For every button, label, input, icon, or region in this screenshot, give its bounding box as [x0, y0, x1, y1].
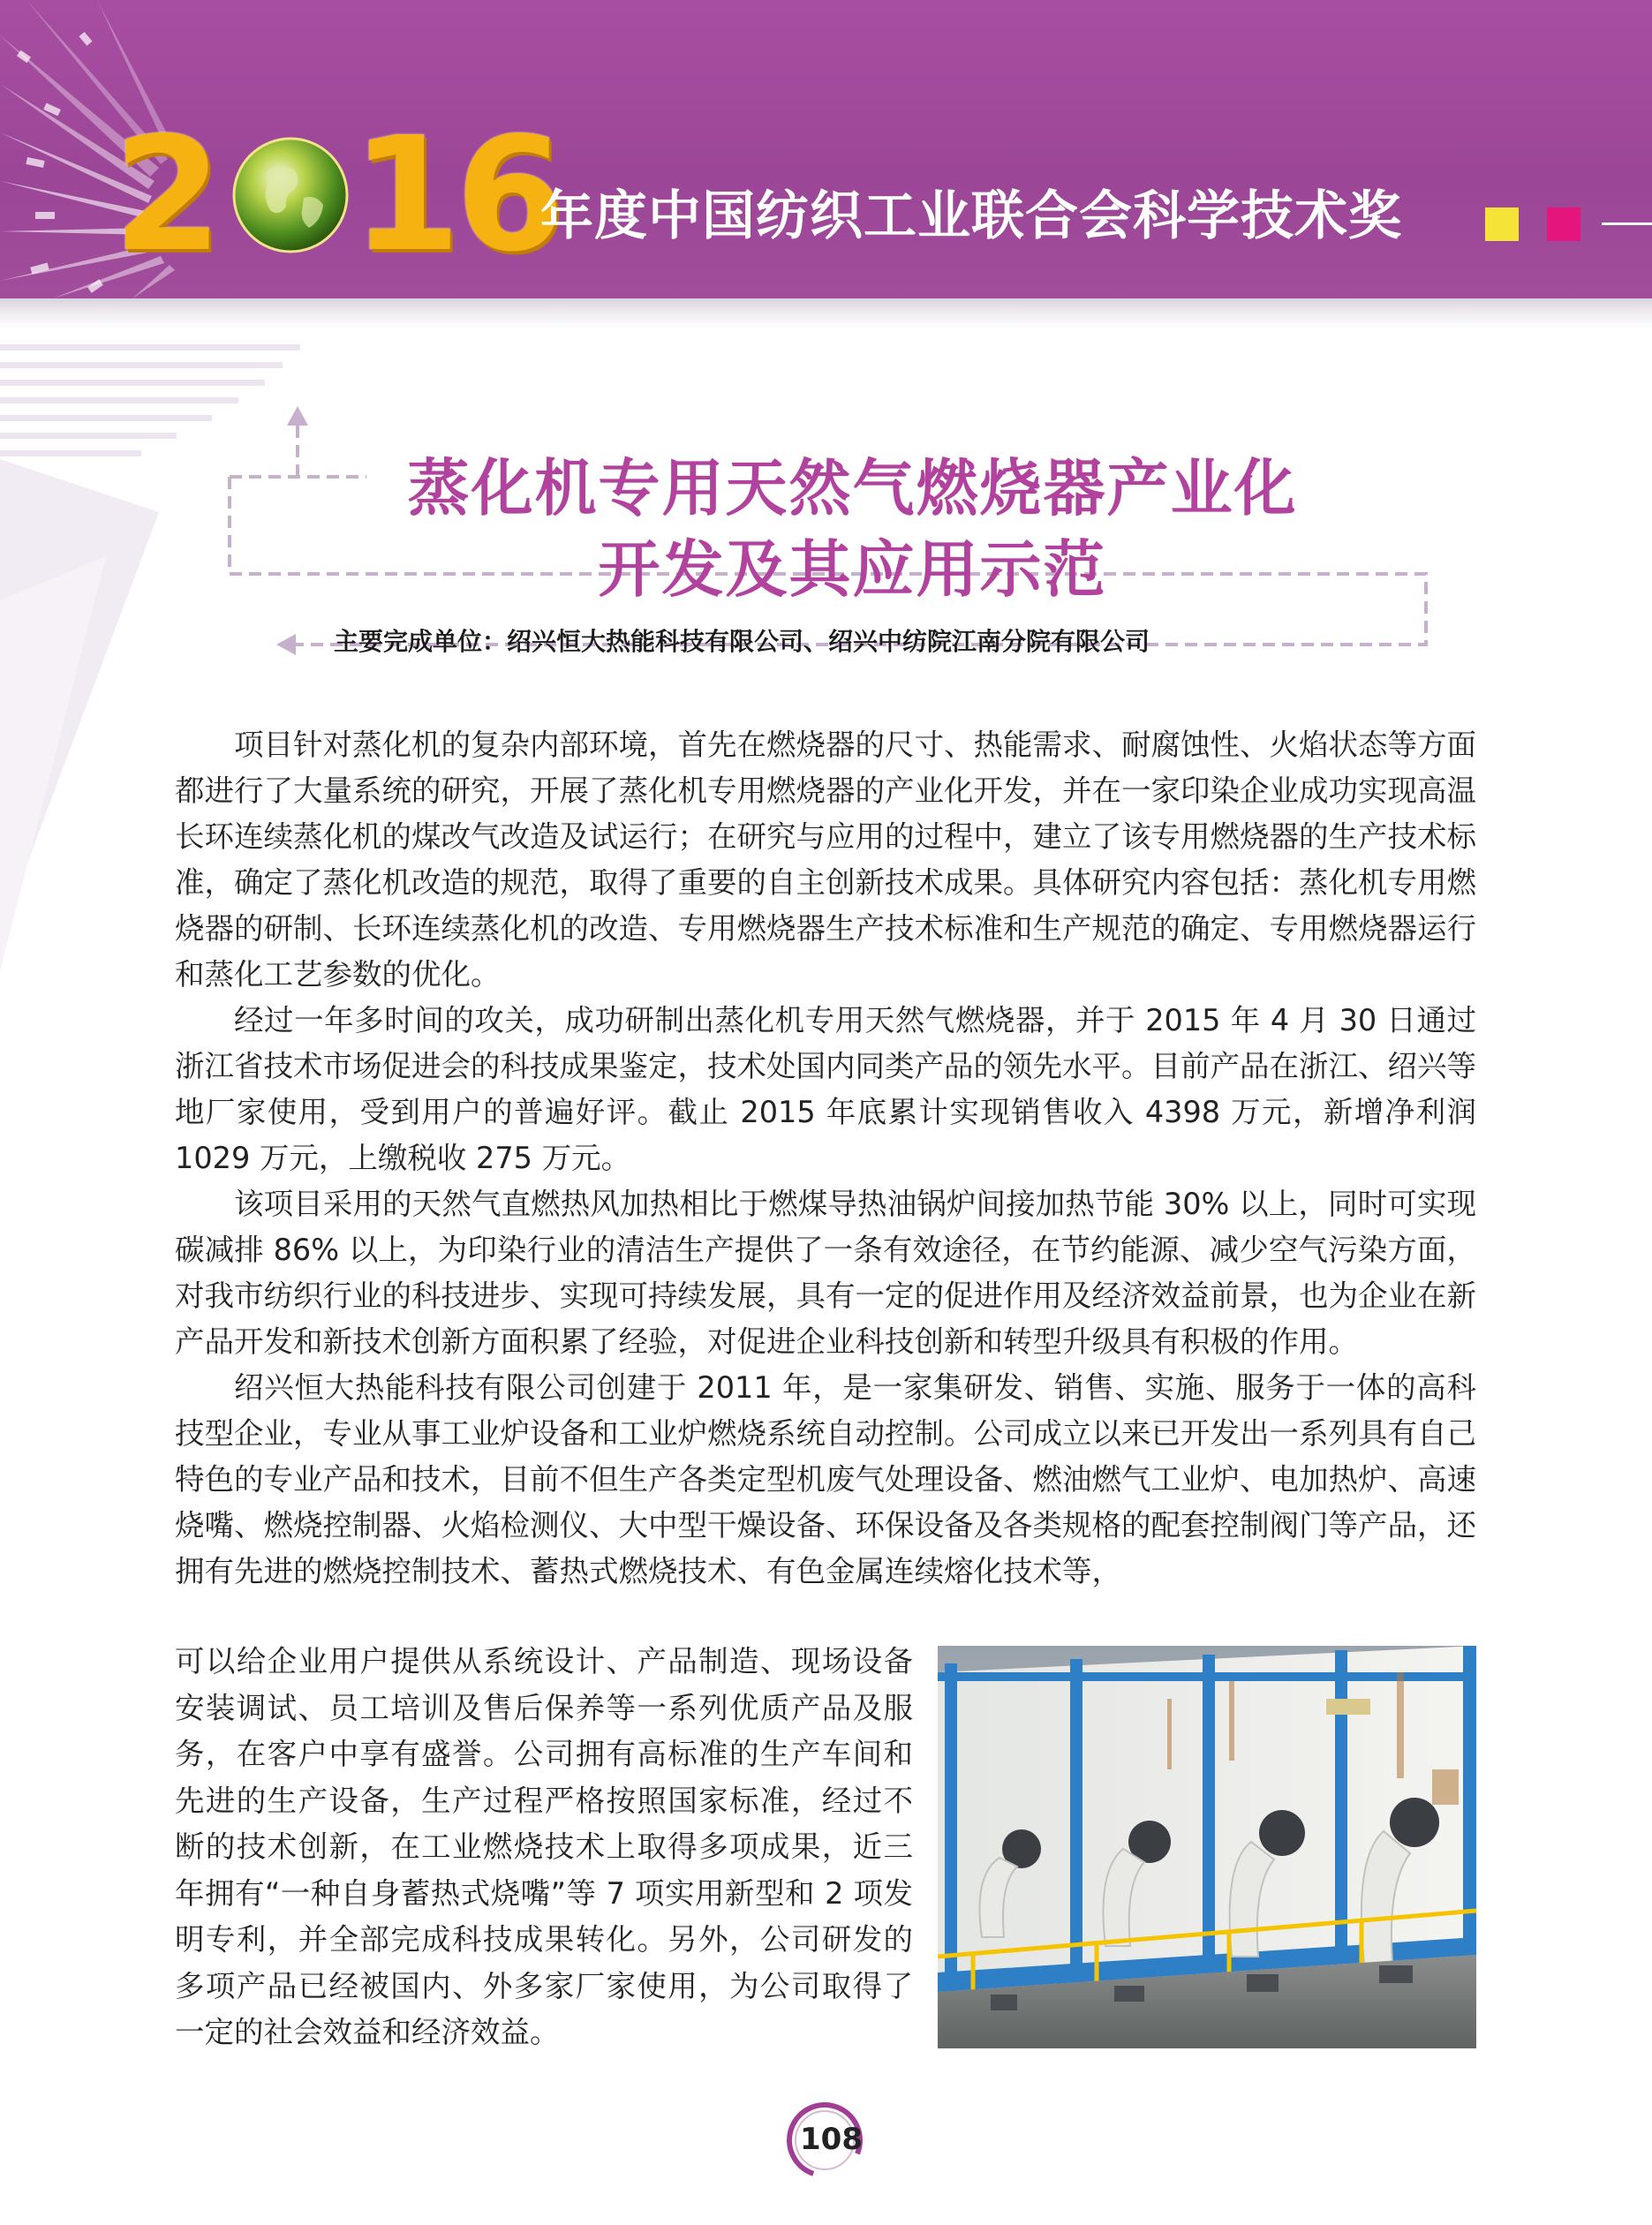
article-title-line-2: 开发及其应用示范: [598, 532, 1107, 606]
completion-units: 主要完成单位：绍兴恒大热能科技有限公司、绍兴中纺院江南分院有限公司: [334, 627, 1150, 656]
paragraph-3: 该项目采用的天然气直燃热风加热相比于燃煤导热油锅炉间接加热节能 30% 以上，同时可实现碳减排 86% 以上，为印染行业的清洁生产提供了一条有效途径，在节约能源、减少空气污染方面，对我市纺织行业的科技进步、实现可持续发展，具有一定的促进作用及经济效益前景，也为企业在新产品开发和新技术创新方面积累了经验，对促进企业科技创新和转型升级具有积极的作用。: [175, 1187, 1476, 1359]
year-digit-2: 2: [113, 103, 217, 286]
article-title-line-1: 蒸化机专用天然气燃烧器产业化: [407, 451, 1298, 524]
yellow-square-decoration: [1485, 207, 1519, 241]
year-digit-16: 16: [351, 103, 560, 286]
article-body-wrapped: [175, 1639, 913, 2056]
award-title: 年度中国纺织工业联合会科学技术奖: [540, 185, 1402, 247]
paragraph-4: 绍兴恒大热能科技有限公司创建于 2011 年，是一家集研发、销售、实施、服务于一体的高科技型企业，专业从事工业炉设备和工业炉燃烧系统自动控制。公司成立以来已开发出一系列具有自己特色的专业产品和技术，目前不但生产各类定型机废气处理设备、燃油燃气工业炉、电加热炉、高速烧嘴、燃烧控制器、火焰检测仪、大中型干燥设备、环保设备及各类规格的配套控制阀门等产品，还拥有先进的燃烧控制技术、蓄热式燃烧技术、有色金属连续熔化技术等，: [175, 1370, 1476, 1588]
paragraph-2: 经过一年多时间的攻关，成功研制出蒸化机专用天然气燃烧器，并于 2015 年 4 月 30 日通过浙江省技术市场促进会的科技成果鉴定，技术处国内同类产品的领先水平。目前产品在浙江、绍兴等地厂家使用，受到用户的普遍好评。截止 2015 年底累计实现销售收入 4398 万元，新增净利润 1029 万元，上缴税收 275 万元。: [175, 1003, 1476, 1175]
paragraph-5: 可以给企业用户提供从系统设计、产品制造、现场设备安装调试、员工培训及售后保养等一系列优质产品及服务，在客户中享有盛誉。公司拥有高标准的生产车间和先进的生产设备，生产过程严格按照国家标准，经过不断的技术创新，在工业燃烧技术上取得多项成果，近三年拥有“一种自身蓄热式烧嘴”等 7 项实用新型和 2 项发明专利，并全部完成科技成果转化。另外，公司研发的多项产品已经被国内、外多家厂家使用，为公司取得了一定的社会效益和经济效益。: [175, 1644, 913, 2049]
globe-icon: [231, 136, 350, 254]
header-banner: [0, 0, 1652, 298]
banner-shadow: [0, 298, 1652, 328]
header-line-decoration: [1602, 222, 1652, 225]
article-body: [175, 722, 1476, 1595]
steamer-equipment-photo: [938, 1646, 1476, 2048]
magenta-square-decoration: [1547, 207, 1580, 241]
page-number: 108: [800, 2122, 863, 2157]
paragraph-1: 项目针对蒸化机的复杂内部环境，首先在燃烧器的尺寸、热能需求、耐腐蚀性、火焰状态等方面都进行了大量系统的研究，开展了蒸化机专用燃烧器的产业化开发，并在一家印染企业成功实现高温长环连续蒸化机的煤改气改造及试运行；在研究与应用的过程中，建立了该专用燃烧器的生产技术标准，确定了蒸化机改造的规范，取得了重要的自主创新技术成果。具体研究内容包括：蒸化机专用燃烧器的研制、长环连续蒸化机的改造、专用燃烧器生产技术标准和生产规范的确定、专用燃烧器运行和蒸化工艺参数的优化。: [175, 728, 1476, 992]
